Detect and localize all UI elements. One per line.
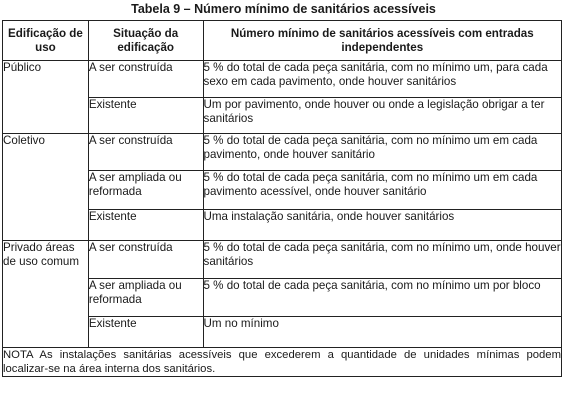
header-building-situation: Situação da edificação xyxy=(88,21,203,61)
minimum-cell: 5 % do total de cada peça sanitária, com no mínimo um em cada pavimento, onde houver sanitário xyxy=(203,134,561,171)
table-row xyxy=(3,241,562,279)
situation-cell: A ser ampliada ou reformada xyxy=(88,279,203,317)
use-cell-privado xyxy=(3,241,89,348)
table-title: Tabela 9 – Número mínimo de sanitários acessíveis xyxy=(131,2,436,16)
use-label: Privado áreas de uso comum xyxy=(3,241,80,268)
use-label: Coletivo xyxy=(3,134,45,147)
situation-cell: Existente xyxy=(88,317,203,348)
table-row xyxy=(3,61,562,98)
use-cell-coletivo xyxy=(3,134,89,241)
minimum-cell: Uma instalação sanitária, onde houver sanitários xyxy=(203,210,561,241)
situation-cell: Existente xyxy=(88,98,203,134)
use-cell-publico xyxy=(3,61,89,134)
minimum-cell: Um no mínimo xyxy=(203,317,561,348)
header-building-use: Edificação de uso xyxy=(3,21,89,61)
situation-cell: A ser construída xyxy=(88,241,203,279)
minimum-cell: 5 % do total de cada peça sanitária, com no mínimo um, onde houver sanitários xyxy=(203,241,561,279)
minimum-cell: Um por pavimento, onde houver ou onde a legislação obrigar a ter sanitários xyxy=(203,98,561,134)
minimum-cell: 5 % do total de cada peça sanitária, com no mínimo um em cada pavimento acessível, onde houver sanitário xyxy=(203,171,561,210)
situation-cell: Existente xyxy=(88,210,203,241)
table-note: NOTA As instalações sanitárias acessíveis que excederem a quantidade de unidades mínimas podem localizar-se na área interna dos sanitários. xyxy=(3,349,561,375)
header-row xyxy=(3,21,562,61)
header-minimum-toilets: Número mínimo de sanitários acessíveis com entradas independentes xyxy=(203,21,561,61)
situation-cell: A ser construída xyxy=(88,61,203,98)
accessible-toilets-table xyxy=(2,20,562,377)
situation-cell: A ser ampliada ou reformada xyxy=(88,171,203,210)
note-row xyxy=(3,348,562,377)
minimum-cell: 5 % do total de cada peça sanitária, com no mínimo um por bloco xyxy=(203,279,561,317)
table-row xyxy=(3,134,562,171)
use-label: Público xyxy=(3,61,42,74)
situation-cell: A ser construída xyxy=(88,134,203,171)
minimum-cell: 5 % do total de cada peça sanitária, com no mínimo um, para cada sexo em cada pavimento, onde houver sanitários xyxy=(203,61,561,98)
